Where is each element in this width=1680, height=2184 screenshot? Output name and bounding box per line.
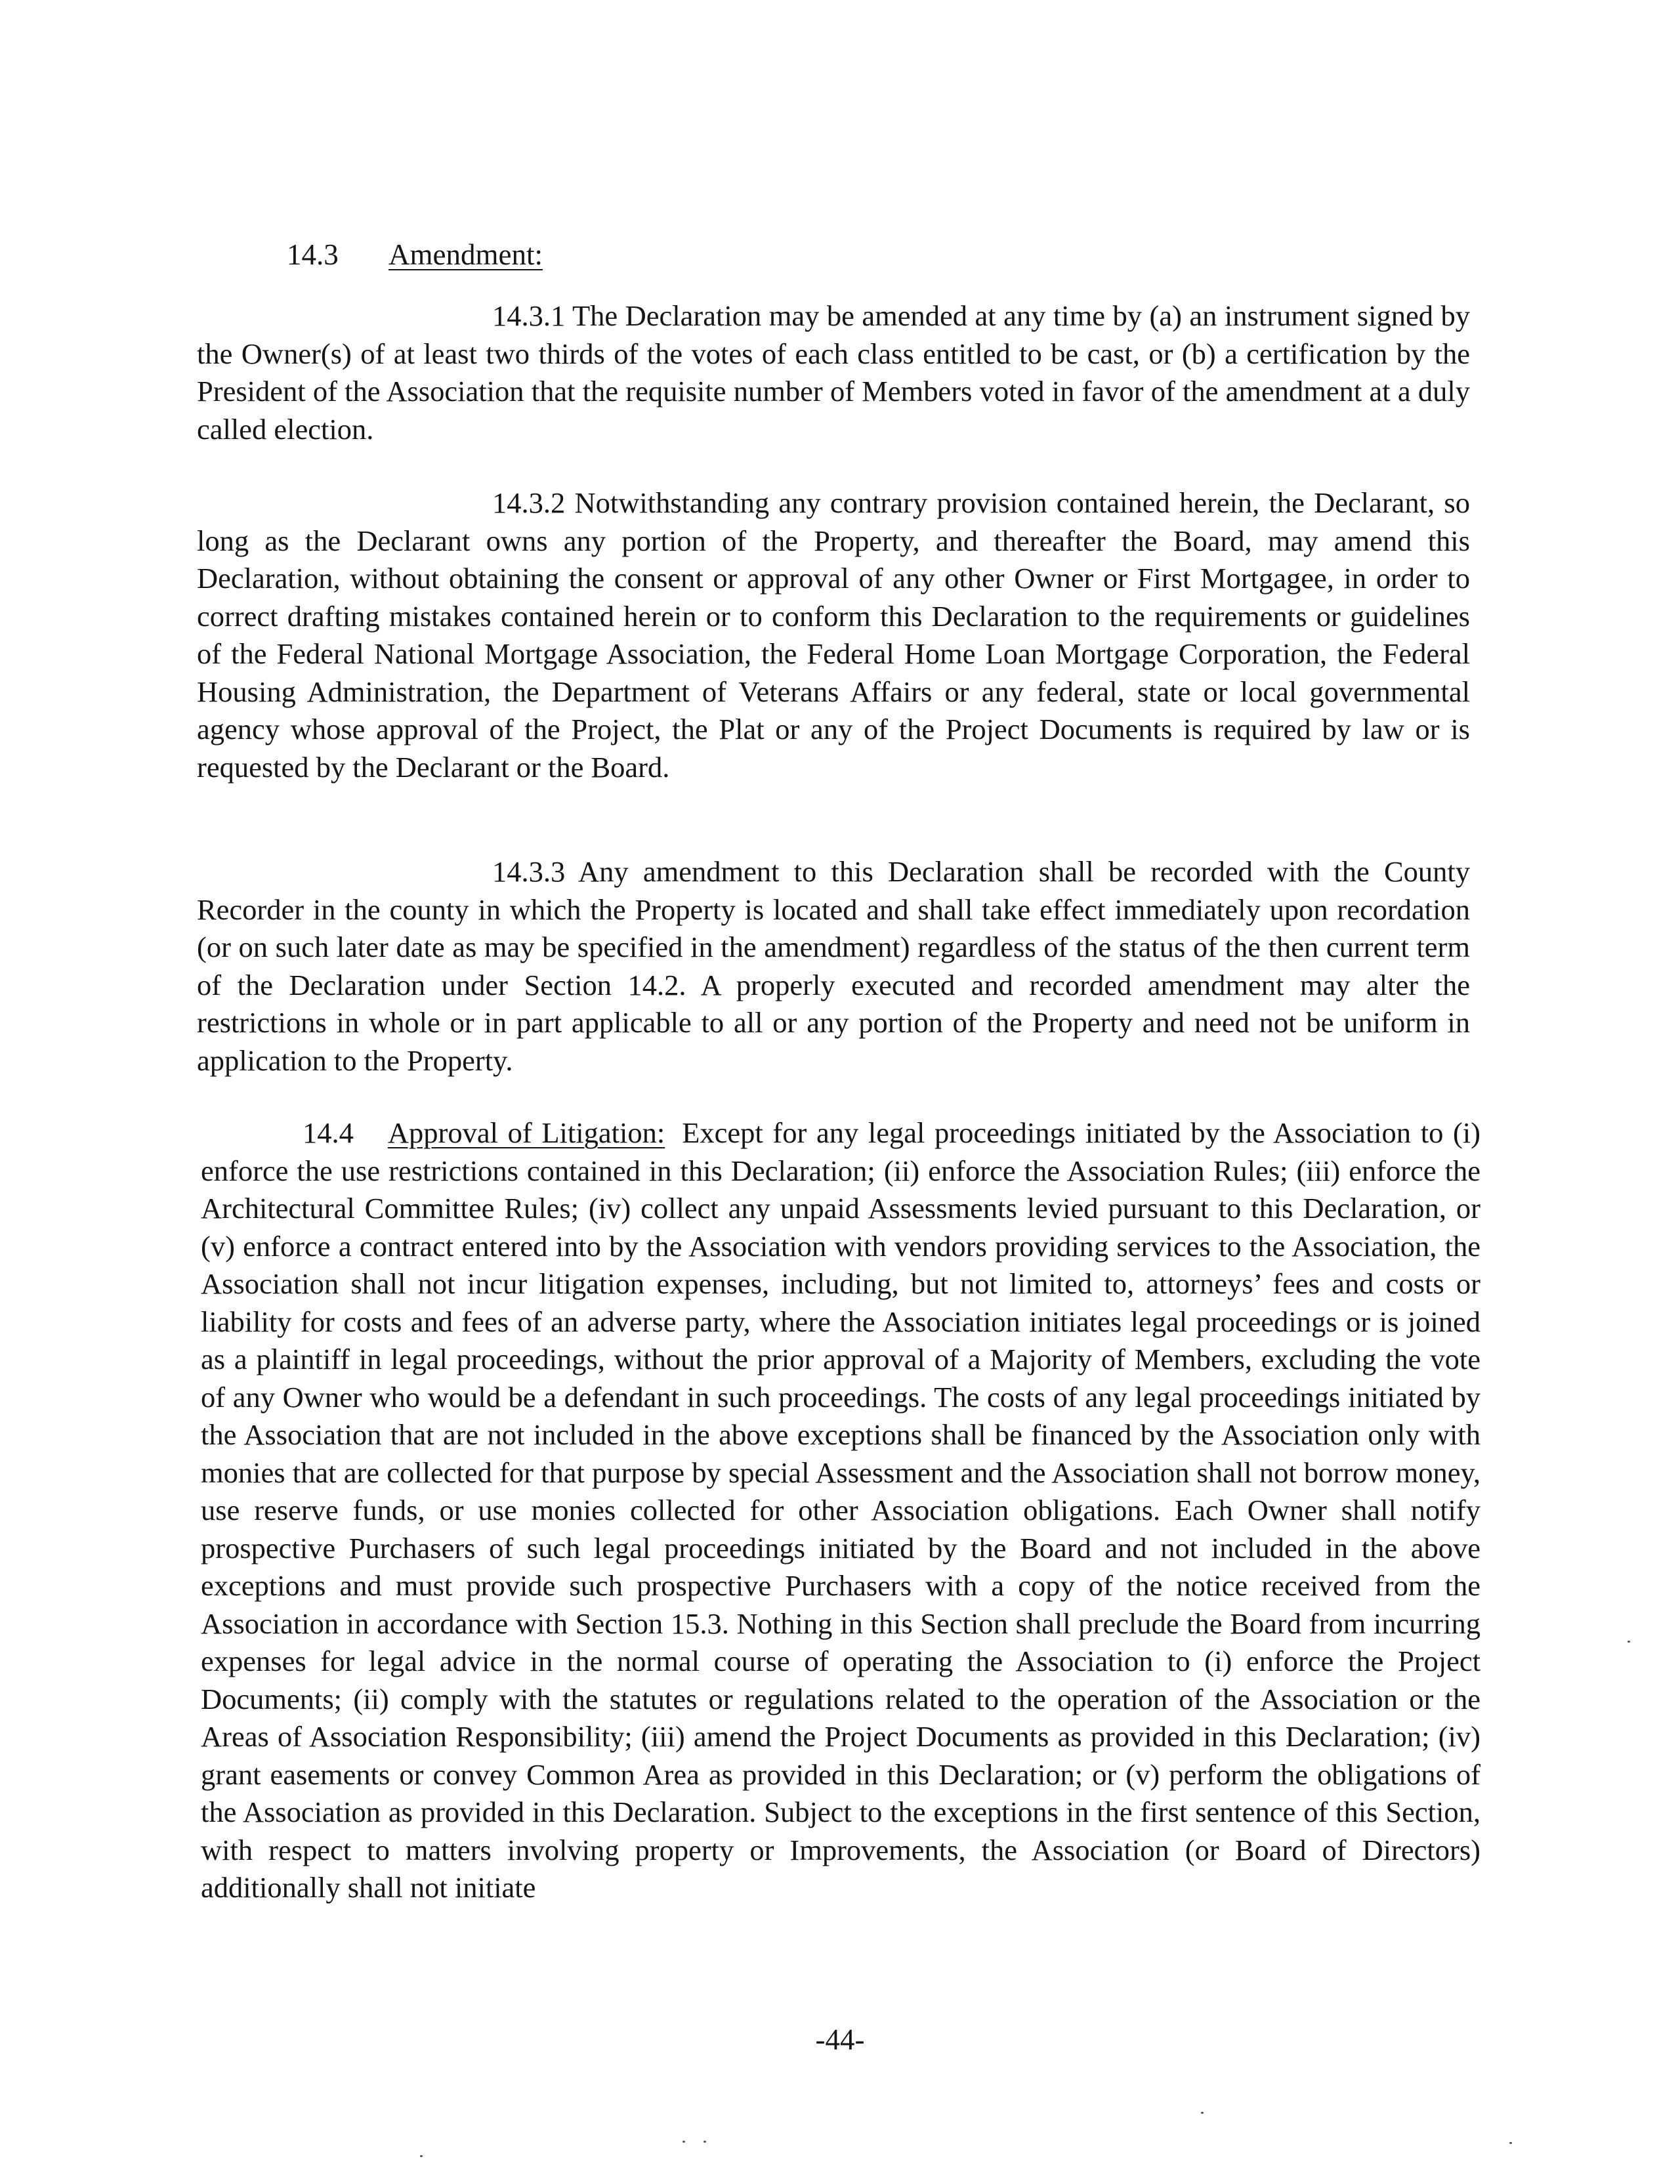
paragraph-14-4 [201,1114,1480,1907]
section-14-3-heading [287,236,543,274]
scan-speck [1509,2142,1512,2144]
scan-speck [704,2141,706,2143]
paragraph-14-3-1: 14.3.1 The Declaration may be amended at any time by (a) an instrument signed by the Owner(s) of at least two thirds of the votes of each class entitled to be cast, or (b) a certification by the President of the Association that the requisite number of Members voted in favor of the amendment at a duly called election. [197,299,1470,446]
section-14-3-title: Amendment: [388,238,543,271]
scan-speck [420,2155,423,2157]
section-14-4-title: Approval of Litigation: [387,1116,665,1149]
scan-speck [1628,1641,1630,1643]
section-14-3-number: 14.3 [287,238,339,271]
scan-speck [1201,2112,1204,2114]
section-14-4-body: Except for any legal proceedings initiated by the Association to (i) enforce the use restrictions contained in this Declaration; (ii) enforce the Association Rules; (iii) enforce the Architectural Committee Rules; (iv) collect any unpaid Assessments levied pursuant to this Declaration, or (v) enforce a contract entered into by the Association with vendors providing services to the Association, the Association shall not incur litigation expenses, including, but not limited to, attorneys’ fees and costs or liability for costs and fees of an adverse party, where the Association initiates legal proceedings or is joined as a plaintiff in legal proceedings, without the prior approval of a Majority of Members, excluding the vote of any Owner who would be a defendant in such proceedings. The costs of any legal proceedings initiated by the Association that are not included in the above exceptions shall be financed by the Association only with monies that are collected for that purpose by special Assessment and the Association shall not borrow money, use reserve funds, or use monies collected for other Association obligations. Each Owner shall notify prospective Purchasers of such legal proceedings initiated by the Board and not included in the above exceptions and must provide such prospective Purchasers with a copy of the notice received from the Association in accordance with Section 15.3. Nothing in this Section shall preclude the Board from incurring expenses for legal advice in the normal course of operating the Association to (i) enforce the Project Documents; (ii) comply with the statutes or regulations related to the operation of the Association or the Areas of Association Responsibility; (iii) amend the Project Documents as provided in this Declaration; (iv) grant easements or convey Common Area as provided in this Declaration; or (v) perform the obligations of the Association as provided in this Declaration. Subject to the exceptions in the first sentence of this Section, with respect to matters involving property or Improvements, the Association (or Board of Directors) additionally shall not initiate [201,1116,1480,1904]
section-14-4-number: 14.4 [303,1116,354,1149]
paragraph-14-3-2: 14.3.2 Notwithstanding any contrary provision contained herein, the Declarant, so long as the Declarant owns any portion of the Property, and thereafter the Board, may amend this Declaration, without obtaining the consent or approval of any other Owner or First Mortgagee, in order to correct drafting mistakes contained herein or to conform this Declaration to the requirements or guidelines of the Federal National Mortgage Association, the Federal Home Loan Mortgage Corporation, the Federal Housing Administration, the Department of Veterans Affairs or any federal, state or local governmental agency whose approval of the Project, the Plat or any of the Project Documents is required by law or is requested by the Declarant or the Board. [197,486,1470,784]
paragraph-14-3-3: 14.3.3 Any amendment to this Declaration shall be recorded with the County Recorder in the county in which the Property is located and shall take effect immediately upon recordation (or on such later date as may be specified in the amendment) regardless of the status of the then current term of the Declaration under Section 14.2. A properly executed and recorded amendment may alter the restrictions in whole or in part applicable to all or any portion of the Property and need not be uniform in application to the Property. [197,855,1470,1077]
page-number: -44- [815,2023,865,2056]
scan-speck [682,2141,685,2143]
